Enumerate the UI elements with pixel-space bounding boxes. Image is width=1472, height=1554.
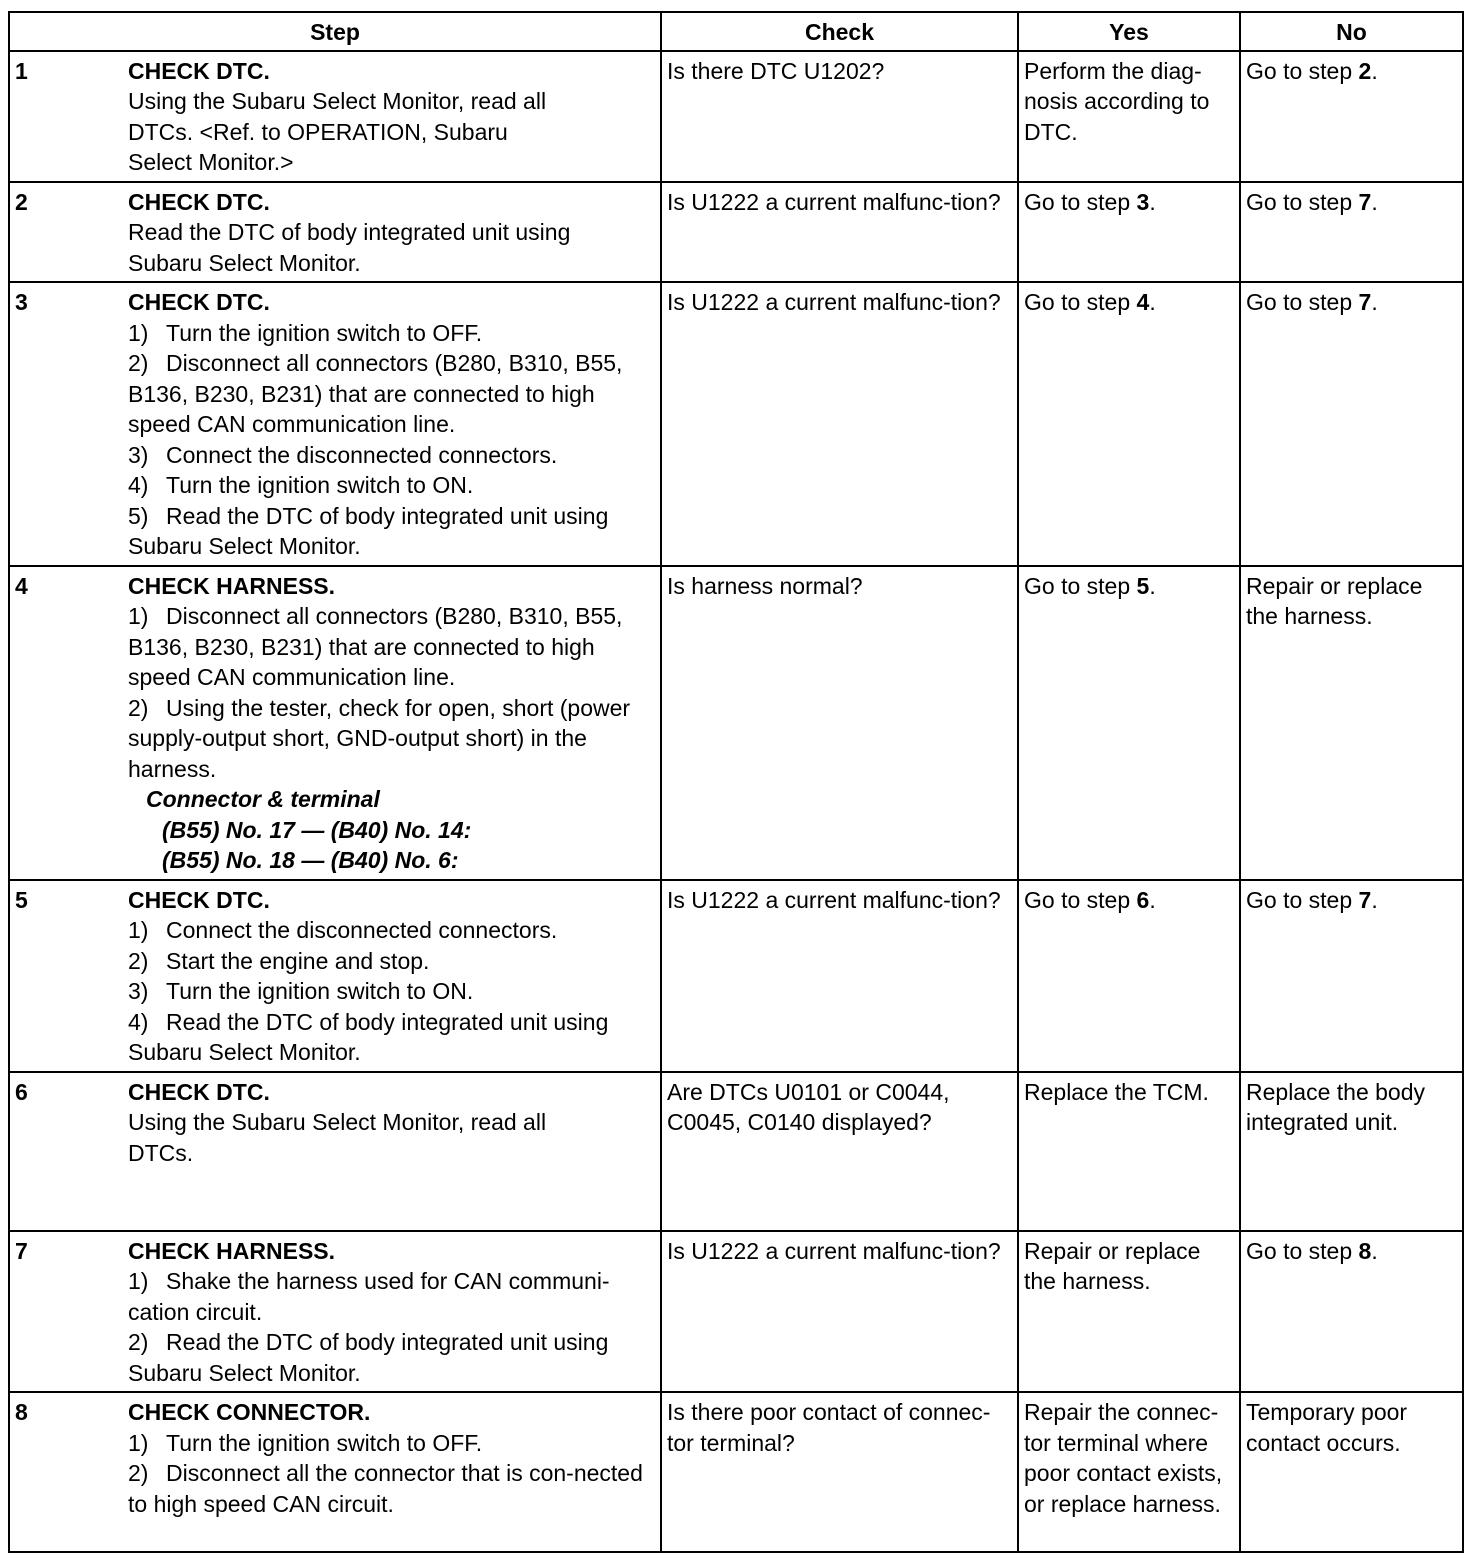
step-title: CHECK CONNECTOR.	[128, 1399, 371, 1425]
no-suffix: .	[1371, 289, 1378, 315]
procedure-item: 2) Disconnect all the connector that is con-nected to high speed CAN circuit.	[128, 1460, 643, 1517]
yes-cell	[1018, 880, 1240, 1072]
no-text: Go to step	[1246, 886, 1359, 913]
no-cell	[1240, 282, 1463, 566]
no-text: Go to step	[1246, 188, 1359, 215]
check-cell: Is U1222 a current malfunc-tion?	[661, 282, 1018, 566]
step-title: CHECK HARNESS.	[128, 572, 336, 599]
table-row	[9, 1392, 1463, 1552]
yes-text: Go to step	[1024, 886, 1137, 913]
no-cell: Replace the body integrated unit.	[1240, 1072, 1463, 1231]
step-text: DTCs.	[128, 1139, 194, 1166]
no-cell	[1240, 880, 1463, 1072]
table-row	[9, 1231, 1463, 1393]
check-cell: Is U1222 a current malfunc-tion?	[661, 1231, 1018, 1393]
yes-cell: Perform the diag-nosis according to DTC.	[1018, 51, 1240, 182]
procedure-item: 1) Turn the ignition switch to OFF.	[128, 1429, 483, 1456]
check-cell: Are DTCs U0101 or C0044, C0045, C0140 displayed?	[661, 1072, 1018, 1231]
procedure-item: 3) Turn the ignition switch to ON.	[128, 978, 474, 1004]
check-cell: Is there poor contact of connec-tor terminal?	[661, 1392, 1018, 1552]
step-number: 4	[15, 572, 28, 599]
step-text: Select Monitor.>	[128, 149, 294, 175]
step-number: 7	[15, 1237, 28, 1264]
yes-step-ref: 4	[1136, 289, 1150, 315]
procedure-item: 1) Turn the ignition switch to OFF.	[128, 319, 483, 346]
check-cell: Is there DTC U1202?	[661, 51, 1018, 182]
step-cell	[9, 1231, 661, 1393]
no-cell	[1240, 1231, 1463, 1393]
yes-text: Go to step	[1024, 289, 1137, 315]
step-title: CHECK DTC.	[128, 188, 270, 215]
step-title: CHECK HARNESS.	[128, 1237, 336, 1264]
step-text: Using the Subaru Select Monitor, read all	[128, 88, 547, 114]
table-row	[9, 566, 1463, 880]
step-number: 2	[15, 188, 28, 215]
yes-cell	[1018, 182, 1240, 283]
yes-suffix: .	[1149, 188, 1156, 215]
header-check: Check	[661, 12, 1018, 51]
no-text: Go to step	[1246, 57, 1359, 84]
yes-suffix: .	[1149, 886, 1156, 913]
step-title: CHECK DTC.	[128, 57, 270, 84]
table-row	[9, 282, 1463, 566]
no-step-ref: 2	[1358, 57, 1372, 84]
yes-cell: Replace the TCM.	[1018, 1072, 1240, 1231]
step-title: CHECK DTC.	[128, 1078, 270, 1105]
check-cell: Is U1222 a current malfunc-tion?	[661, 182, 1018, 283]
spec-line: (B55) No. 18 — (B40) No. 6:	[162, 847, 459, 873]
table-row	[9, 880, 1463, 1072]
step-number: 8	[15, 1399, 28, 1425]
header-step: Step	[9, 12, 661, 51]
yes-cell: Repair the connec-tor terminal where poor contact exists, or replace harness.	[1018, 1392, 1240, 1552]
no-step-ref: 7	[1358, 289, 1372, 315]
step-text: Using the Subaru Select Monitor, read all	[128, 1109, 547, 1135]
yes-cell	[1018, 282, 1240, 566]
no-suffix: .	[1371, 188, 1378, 215]
table-header-row	[9, 12, 1463, 51]
step-cell	[9, 282, 661, 566]
no-cell	[1240, 51, 1463, 182]
step-cell	[9, 566, 661, 880]
table-row	[9, 182, 1463, 283]
step-cell	[9, 1392, 661, 1552]
no-cell: Temporary poor contact occurs.	[1240, 1392, 1463, 1552]
no-suffix: .	[1371, 57, 1378, 84]
step-title: CHECK DTC.	[128, 886, 270, 913]
procedure-item: 2) Using the tester, check for open, short (power supply-output short, GND-output short) in the harness.	[128, 694, 631, 782]
yes-text: Go to step	[1024, 572, 1137, 599]
yes-cell: Repair or replace the harness.	[1018, 1231, 1240, 1393]
step-cell	[9, 182, 661, 283]
step-cell	[9, 1072, 661, 1231]
procedure-item: 5) Read the DTC of body integrated unit using Subaru Select Monitor.	[128, 502, 609, 559]
step-number: 3	[15, 289, 28, 315]
no-cell	[1240, 182, 1463, 283]
step-text: Subaru Select Monitor.	[128, 249, 361, 276]
no-text: Go to step	[1246, 1237, 1359, 1264]
step-number: 5	[15, 886, 28, 913]
procedure-item: 2) Read the DTC of body integrated unit using Subaru Select Monitor.	[128, 1329, 609, 1386]
check-cell: Is U1222 a current malfunc-tion?	[661, 880, 1018, 1072]
no-step-ref: 7	[1358, 886, 1372, 913]
step-cell	[9, 51, 661, 182]
step-text: Read the DTC of body integrated unit using	[128, 219, 571, 245]
no-suffix: .	[1371, 886, 1378, 913]
no-cell: Repair or replace the harness.	[1240, 566, 1463, 880]
yes-text: Go to step	[1024, 188, 1137, 215]
header-yes: Yes	[1018, 12, 1240, 51]
check-cell: Is harness normal?	[661, 566, 1018, 880]
no-text: Go to step	[1246, 289, 1359, 315]
spec-title: Connector & terminal	[146, 786, 380, 812]
table-row	[9, 51, 1463, 182]
table-row	[9, 1072, 1463, 1231]
no-step-ref: 8	[1358, 1237, 1372, 1264]
procedure-item: 1) Connect the disconnected connectors.	[128, 917, 558, 943]
procedure-item: 4) Read the DTC of body integrated unit using Subaru Select Monitor.	[128, 1008, 609, 1065]
step-cell	[9, 880, 661, 1072]
procedure-item: 3) Connect the disconnected connectors.	[128, 441, 558, 468]
spec-line: (B55) No. 17 — (B40) No. 14:	[162, 816, 472, 843]
yes-step-ref: 5	[1136, 572, 1150, 599]
procedure-item: 2) Start the engine and stop.	[128, 947, 430, 974]
yes-cell	[1018, 566, 1240, 880]
step-number: 1	[15, 57, 28, 84]
procedure-item: 4) Turn the ignition switch to ON.	[128, 472, 474, 498]
step-number: 6	[15, 1078, 28, 1105]
no-suffix: .	[1371, 1237, 1378, 1264]
procedure-item: 1) Shake the harness used for CAN communi-cation circuit.	[128, 1268, 610, 1325]
yes-suffix: .	[1149, 289, 1156, 315]
procedure-item: 1) Disconnect all connectors (B280, B310, B55, B136, B230, B231) that are connected to high speed CAN communication line.	[128, 603, 623, 690]
yes-step-ref: 6	[1136, 886, 1150, 913]
step-title: CHECK DTC.	[128, 289, 270, 315]
yes-suffix: .	[1149, 572, 1156, 599]
no-step-ref: 7	[1358, 188, 1372, 215]
diagnostic-table	[8, 11, 1464, 1553]
procedure-item: 2) Disconnect all connectors (B280, B310, B55, B136, B230, B231) that are connected to high speed CAN communication line.	[128, 350, 623, 437]
step-text: DTCs. <Ref. to OPERATION, Subaru	[128, 118, 508, 145]
header-no: No	[1240, 12, 1463, 51]
yes-step-ref: 3	[1136, 188, 1150, 215]
